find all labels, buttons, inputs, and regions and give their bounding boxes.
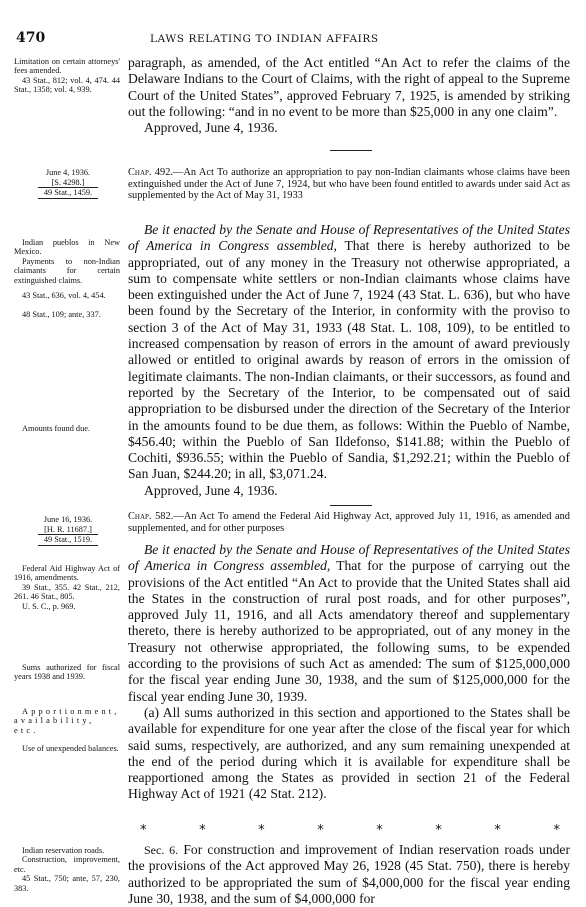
margin-note: Sums authorized for fiscal years 1938 and 1939.: [14, 663, 120, 682]
margin-note-sums: [14, 663, 120, 682]
section-6: [128, 842, 570, 907]
bill-number: [S. 4298.]: [51, 177, 85, 187]
top-paragraph: [128, 55, 570, 136]
section-text: That there is hereby authorized to be appropriated, out of any money in the Treasury not otherwise appropriated, a sum to compensate white settlers or non-Indian claimants whose claims have been extinguished under the Act of June 7, 1924 (43 Stat. L. 636), but who have been found by the Secretary of the Interior, in conformity with the proviso to section 3 of the Act of May 31, 1933 (48 Stat. L. 108, 109), to be entitled to increased compensation by reason of errors in the amount of award previously allowed or entitled to original awards by reason of errors in the omission of legitimate claimants. The non-Indian claimants, or their successors, as found and reported by the Secretary of the Interior, to be compensated out of said appropriation to be disbursed under the direction of the Secretary of the Interior in the amounts found to be due them, as follows: Within the Pueblo of Nambe, $456.40; within the Pueblo of San Ildefonso, $141.88; within the Pueblo of Cochiti, $936.55; within the Pueblo of Sandia, $1,292.21; within the Pueblo of San Juan, $244.20; in all, $3,071.24.: [128, 238, 571, 482]
running-head: LAWS RELATING TO INDIAN AFFAIRS: [150, 33, 379, 45]
section-divider: [330, 505, 372, 506]
margin-note: Limitation on certain attorneys' fees amended.: [14, 57, 120, 76]
margin-note: Indian pueblos in New Mexico.: [14, 238, 120, 257]
margin-citation: 43 Stat., 636, vol. 4, 454.: [22, 291, 106, 301]
margin-note: Indian reservation roads.: [22, 846, 105, 855]
margin-note-unexpended: [14, 744, 120, 753]
margin-notes-492: [14, 238, 120, 320]
stat-citation: 49 Stat., 1459.: [38, 187, 98, 199]
star: *: [435, 823, 442, 838]
bill-number: [H. R. 11687.]: [44, 524, 92, 534]
margin-citation: 45 Stat., 750; ante, 57, 230, 383.: [14, 874, 120, 893]
omission-stars: [140, 823, 560, 838]
chapter-label: Chap. 492.: [128, 167, 174, 178]
margin-notes-582: [14, 564, 120, 611]
chapter-label: Chap. 582.: [128, 511, 174, 522]
star: *: [376, 823, 383, 838]
margin-citation: 48 Stat., 109; ante, 337.: [22, 310, 101, 320]
section-label: Sec. 6.: [144, 843, 179, 857]
stat-citation: 49 Stat., 1519.: [38, 534, 98, 546]
paragraph-text: paragraph, as amended, of the Act entitled “An Act to refer the claims of the Delaware Indians to the Court of Claims, with the right of appeal to the Supreme Court of the United States”, approved February 7, 1925, is amended by striking out the following: “and in no event to be more than $25,000 in any one claim”.: [128, 55, 570, 119]
star: *: [140, 823, 147, 838]
act-date: June 4, 1936.: [45, 168, 91, 177]
caption-text: —An Act To amend the Federal Aid Highway Act, approved July 11, 1916, as amended and supplemented, and for other purposes: [128, 511, 570, 534]
approved-line: Approved, June 4, 1936.: [144, 120, 278, 136]
section-divider: [330, 150, 372, 151]
margin-notes-sec6: [14, 846, 120, 893]
chapter-492-body: [128, 222, 570, 499]
margin-note-attorney-fees: [14, 57, 120, 95]
subsection-a: (a) All sums authorized in this section and apportioned to the States shall be available for expenditure for one year after the close of the fiscal year for which said sums, respectively, are authorized, and any sum remaining unexpended at the end of the period during which it is available for expenditure shall be reapportioned among the States as provided in section 21 of the Federal Highway Act of 1921 (42 Stat. 212).: [128, 704, 570, 802]
margin-note: Apportionment, availability, etc.: [14, 707, 120, 735]
bill-reference-492: [30, 168, 106, 199]
enacting-clause: Be it enacted by the Senate and House of Representatives of the United States of America in Congress assembled,: [128, 222, 570, 254]
page-number: 470: [16, 30, 46, 46]
margin-note: Amounts found due.: [22, 424, 90, 433]
act-date: June 16, 1936.: [43, 515, 93, 524]
margin-note: Use of unexpended balances.: [22, 744, 119, 753]
bill-reference-582: [30, 515, 106, 546]
star: *: [199, 823, 206, 838]
margin-citation: 43 Stat., 812; vol. 4, 474. 44 Stat., 1358; vol. 4, 939.: [14, 75, 120, 95]
chapter-492-caption: [128, 167, 570, 202]
margin-citation: U. S. C., p. 969.: [22, 601, 76, 611]
enacting-clause: Be it enacted by the Senate and House of Representatives of the United States of America in Congress assembled,: [128, 542, 570, 574]
section-text: That for the purpose of carrying out the provisions of the Act entitled “An Act to provide that the United States shall aid the States in the construction of rural post roads, and for other purposes”, approved July 11, 1916, and all Acts amendatory thereof and supplementary thereto, there is hereby authorized to be appropriated, out of any money in the Treasury not otherwise appropriated, the following sums, to be expended according to the provisions of such Act as amended: The sum of $125,000,000 for the fiscal year ending June 30, 1938, and the sum of $125,000,000 for the fiscal year ending June 30, 1939.: [128, 558, 570, 704]
margin-citation: 39 Stat., 355. 42 Stat., 212, 261. 46 Stat., 805.: [14, 582, 120, 602]
caption-text: —An Act To authorize an appropriation to pay non-Indian claimants whose claims have been extinguished under the Act of June 7, 1924, but who have been found entitled to awards under said Act as supplemented by the Act of May 31, 1933: [128, 167, 570, 202]
margin-note: Federal Aid Highway Act of 1916, amendments.: [14, 564, 120, 583]
star: *: [317, 823, 324, 838]
margin-note-amounts: [14, 424, 120, 433]
margin-note-apportionment: [14, 707, 120, 735]
margin-note: Payments to non-Indian claimants for certain extinguished claims.: [14, 256, 120, 285]
star: *: [258, 823, 265, 838]
chapter-582-body: [128, 542, 570, 803]
chapter-582-caption: [128, 511, 570, 534]
approved-line: Approved, June 4, 1936.: [144, 482, 278, 498]
page-header: [0, 30, 586, 50]
margin-note: Construction, improvement, etc.: [14, 855, 120, 874]
star: *: [553, 823, 560, 838]
section-text: For construction and improvement of Indian reservation roads under the provisions of the Act approved May 26, 1928 (45 Stat. 750), there is hereby authorized to be appropriated the sum of $4,000,000 for the fiscal year ending June 30, 1938, and the sum of $4,000,000 for: [128, 842, 570, 906]
star: *: [494, 823, 501, 838]
